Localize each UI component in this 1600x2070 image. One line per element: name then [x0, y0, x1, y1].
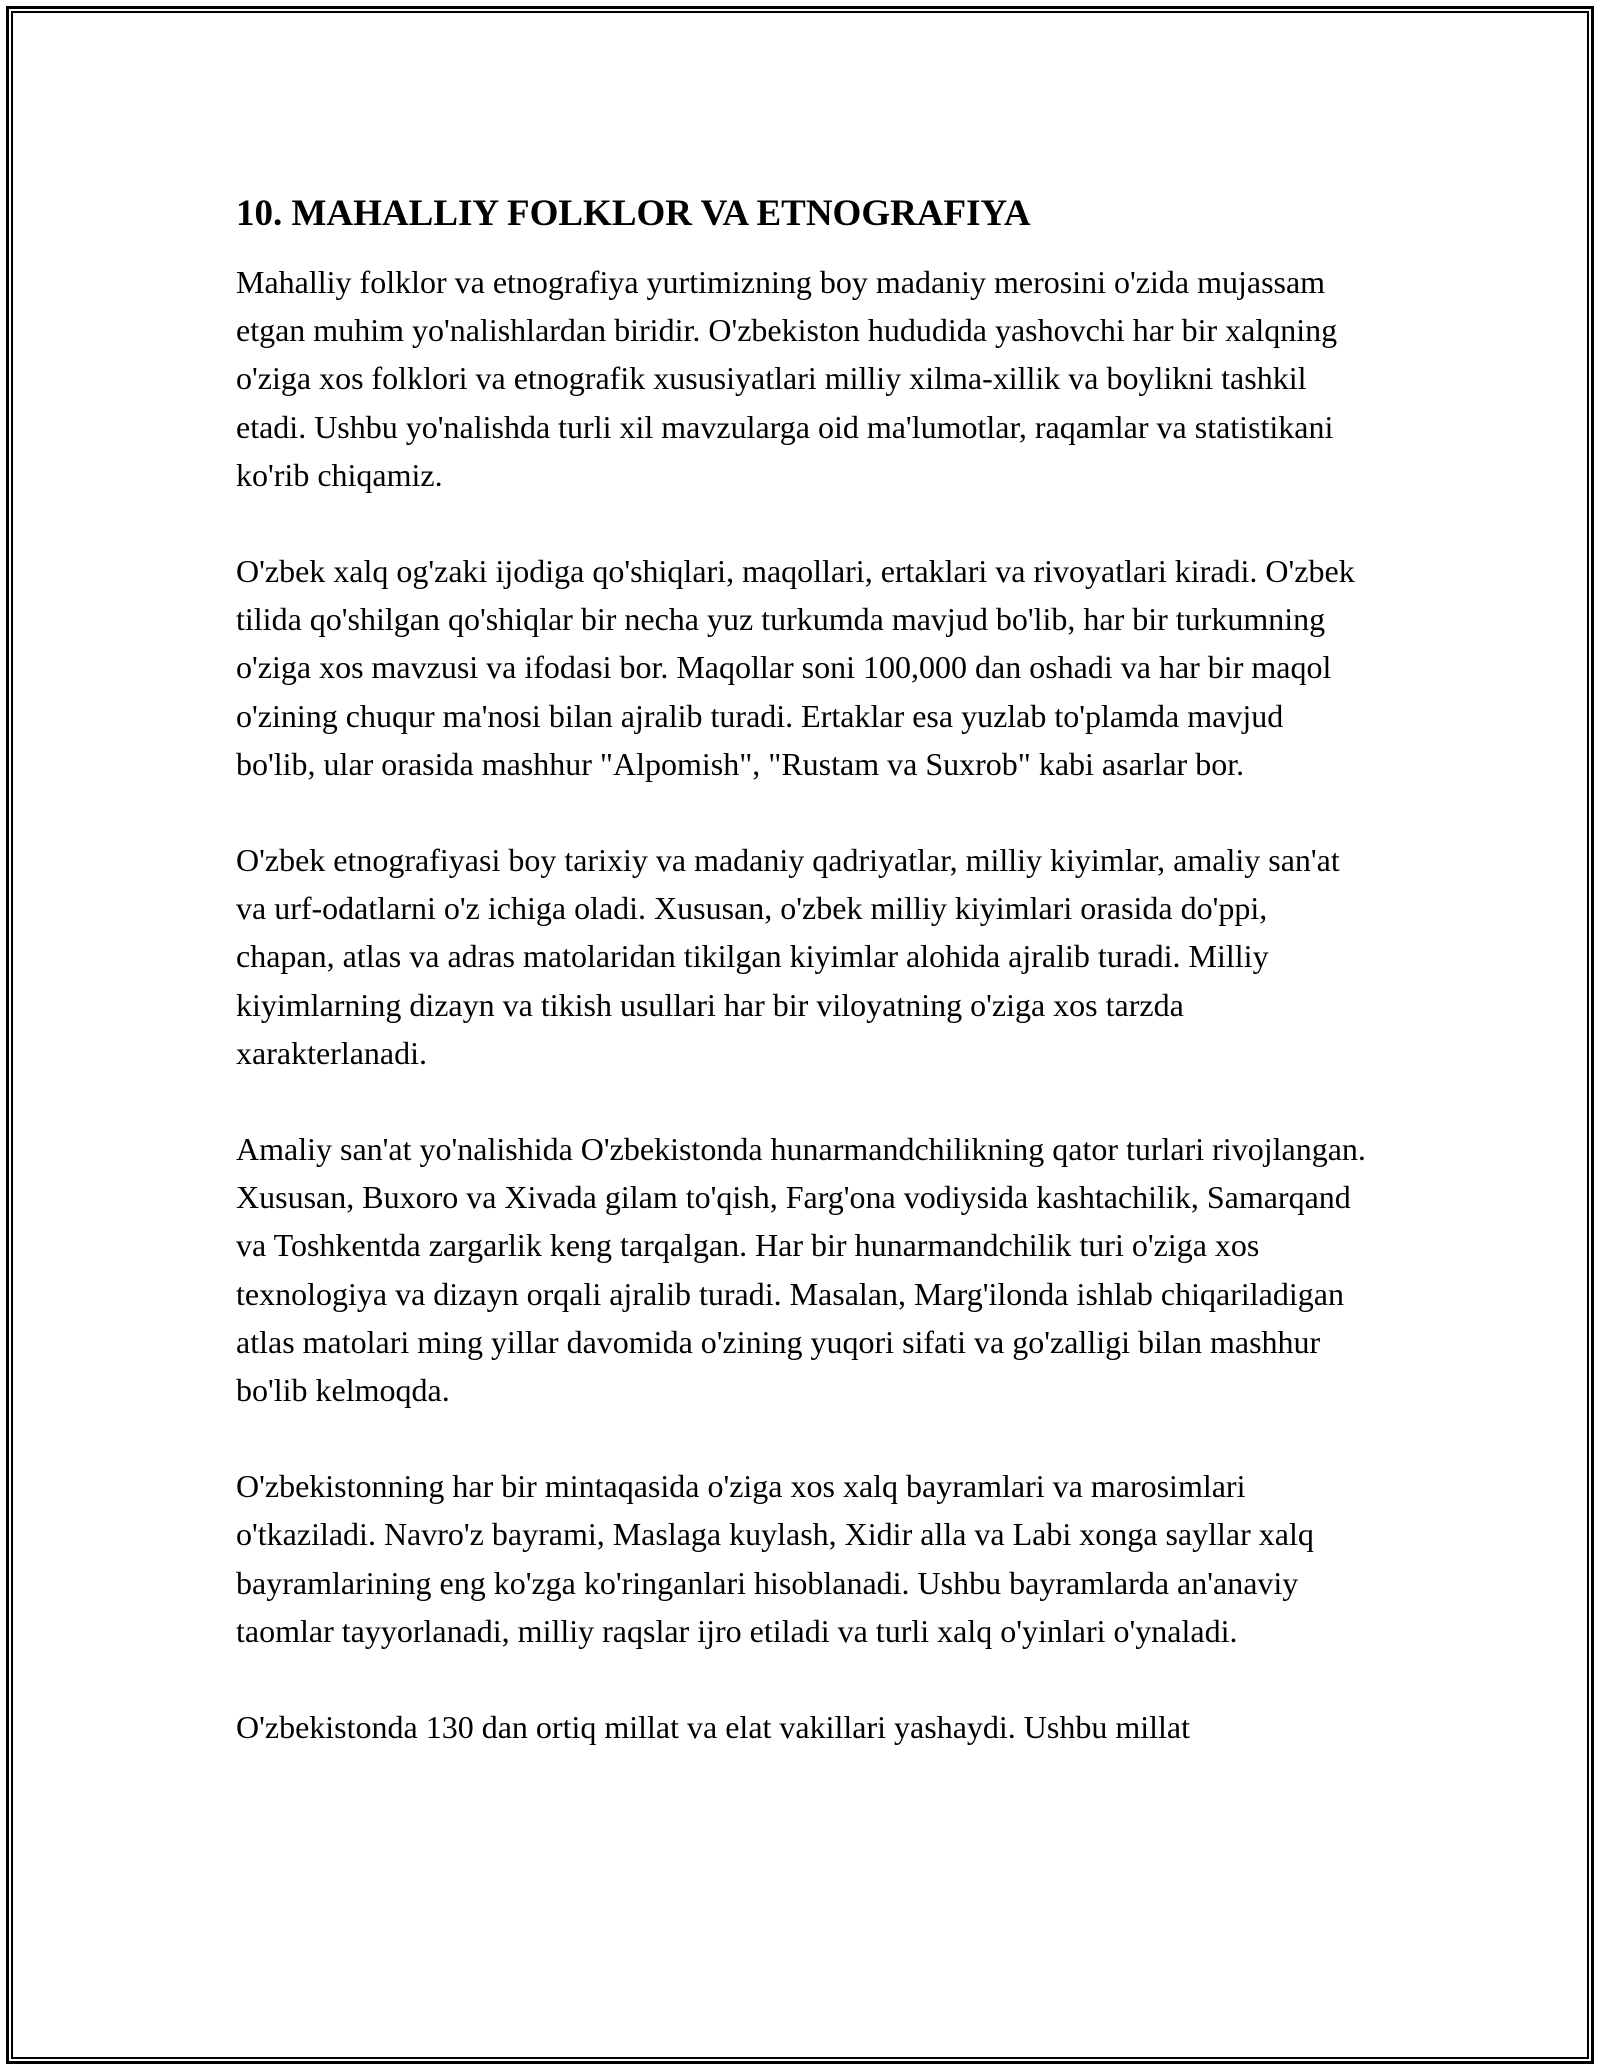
paragraph-ethnography: O'zbek etnografiyasi boy tarixiy va madaniy qadriyatlar, milliy kiyimlar, amaliy san'at va urf-odatlarni o'z ichiga oladi. Xususan, o'zbek milliy kiyimlari orasida do'ppi, chapan, atlas va adras matolaridan tikilgan kiyimlar alohida ajralib turadi. Milliy kiyimlarning dizayn va tikish usullari har bir viloyatning o'ziga xos tarzda xarakterlanadi.	[236, 842, 1340, 1071]
paragraph-holidays: O'zbekistonning har bir mintaqasida o'ziga xos xalq bayramlari va marosimlari o'tkaziladi. Navro'z bayrami, Maslaga kuylash, Xidir alla va Labi xonga sayllar xalq bayramlarining eng ko'zga ko'ringanlari hisoblanadi. Ushbu bayramlarda an'anaviy taomlar tayyorlanadi, milliy raqslar ijro etiladi va turli xalq o'yinlari o'ynaladi.	[236, 1468, 1314, 1649]
paragraph-nationalities: O'zbekistonda 130 dan ortiq millat va elat vakillari yashaydi. Ushbu millat	[236, 1709, 1190, 1746]
section-heading: 10. MAHALLIY FOLKLOR VA ETNOGRAFIYA	[236, 193, 1031, 234]
document-body	[236, 188, 1366, 1799]
paragraph-intro: Mahalliy folklor va etnografiya yurtimizning boy madaniy merosini o'zida mujassam etgan muhim yo'nalishlardan biridir. O'zbekiston hududida yashovchi har bir xalqning o'ziga xos folklori va etnografik xususiyatlari milliy xilma-xillik va boylikni tashkil etadi. Ushbu yo'nalishda turli xil mavzularga oid ma'lumotlar, raqamlar va statistikani ko'rib chiqamiz.	[236, 264, 1338, 493]
paragraph-applied-art: Amaliy san'at yo'nalishida O'zbekistonda hunarmandchilikning qator turlari rivojlangan. Xususan, Buxoro va Xivada gilam to'qish, Farg'ona vodiysida kashtachilik, Samarqand va Toshkentda zargarlik keng tarqalgan. Har bir hunarmandchilik turi o'ziga xos texnologiya va dizayn orqali ajralib turadi. Masalan, Marg'ilonda ishlab chiqariladigan atlas matolari ming yillar davomida o'zining yuqori sifati va go'zalligi bilan mashhur bo'lib kelmoqda.	[236, 1131, 1366, 1409]
paragraph-oral-folklore: O'zbek xalq og'zaki ijodiga qo'shiqlari, maqollari, ertaklari va rivoyatlari kiradi. O'zbek tilida qo'shilgan qo'shiqlar bir necha yuz turkumda mavjud bo'lib, har bir turkumning o'ziga xos mavzusi va ifodasi bor. Maqollar soni 100,000 dan oshadi va har bir maqol o'zining chuqur ma'nosi bilan ajralib turadi. Ertaklar esa yuzlab to'plamda mavjud bo'lib, ular orasida mashhur "Alpomish", "Rustam va Suxrob" kabi asarlar bor.	[236, 553, 1355, 782]
